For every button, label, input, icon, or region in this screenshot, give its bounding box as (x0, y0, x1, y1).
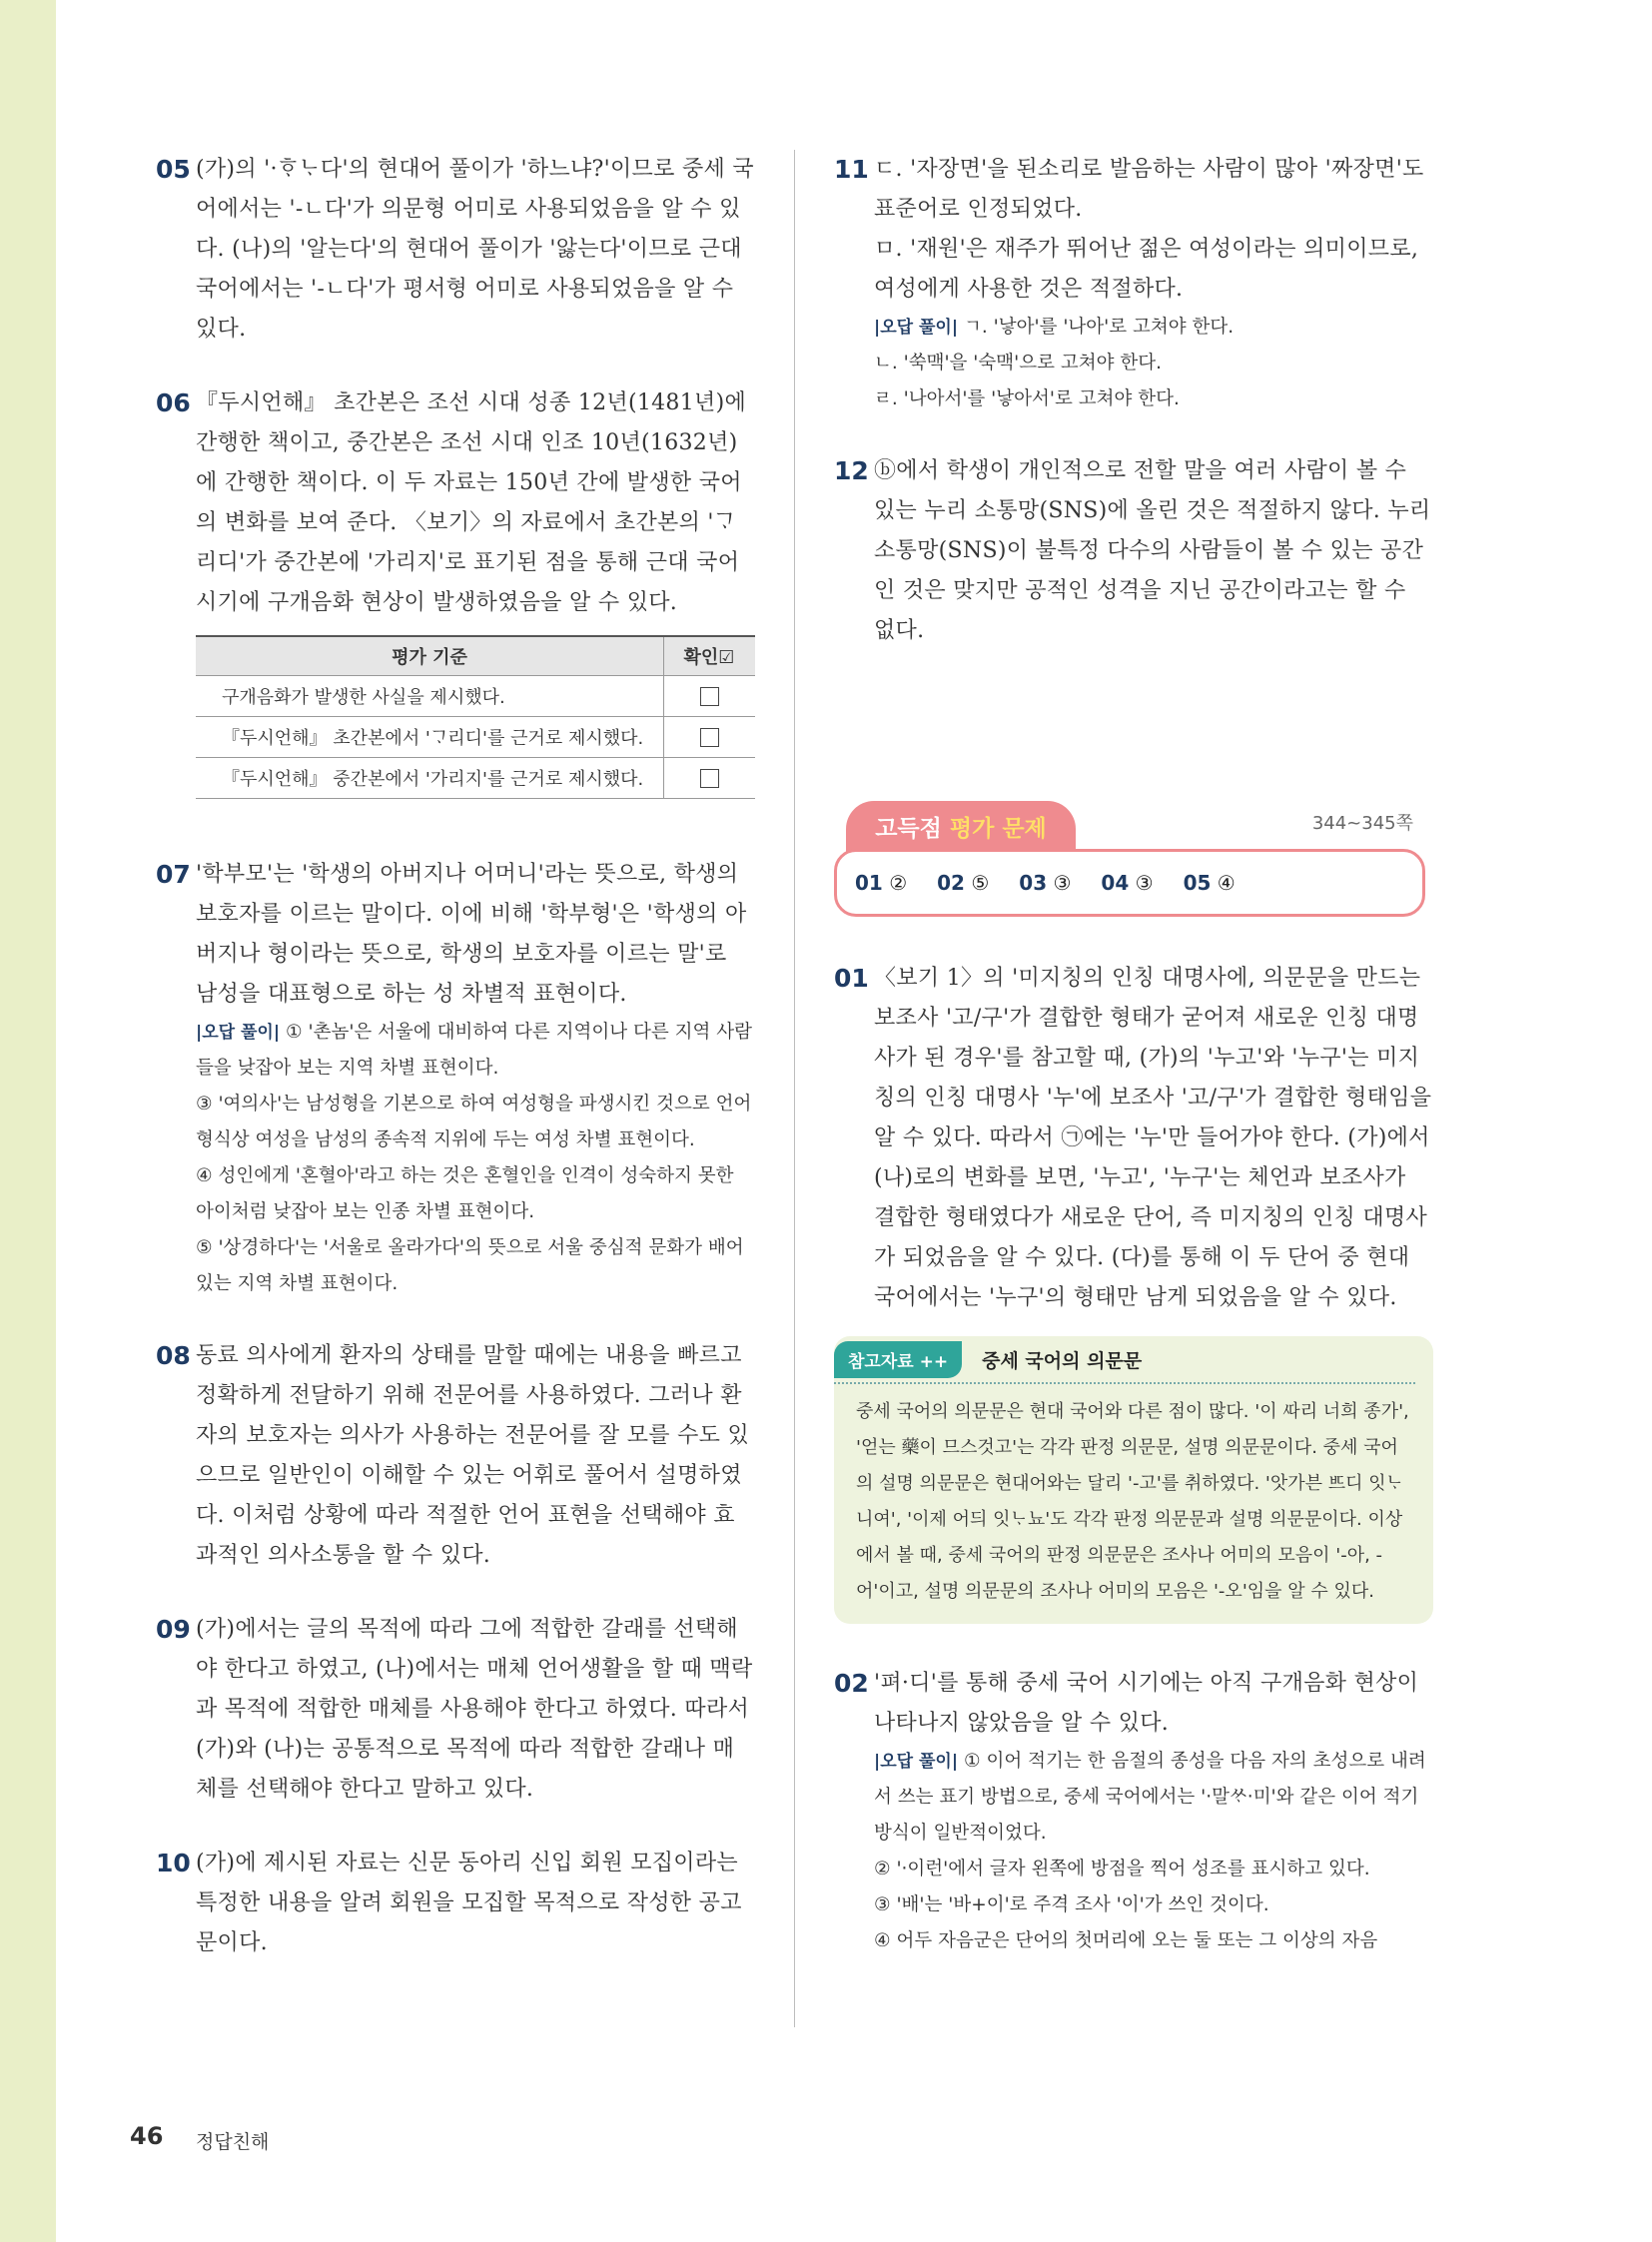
answer-12 (834, 451, 1433, 651)
header-criteria: 평가 기준 (196, 636, 664, 676)
table-row (196, 676, 755, 717)
answer-key-item: 04 ③ (1101, 871, 1154, 895)
answer-key-item: 02 ⑤ (937, 871, 990, 895)
wrong-answer-explanation (874, 310, 1433, 346)
table-header-row (196, 636, 755, 676)
wrong-answer-tag: |오답 풀이| (196, 1023, 281, 1043)
left-column (156, 150, 755, 1997)
sub-item: ㄱ. '낳아'를 '나아'로 고쳐야 한다. (964, 317, 1235, 338)
wrong-answer-tag: |오답 풀이| (874, 318, 959, 338)
answer-text: (가)에 제시된 자료는 신문 동아리 신입 회원 모집이라는 특정한 내용을 알려 회원을 모집할 목적으로 작성한 공고문이다. (196, 1851, 742, 1955)
column-divider (794, 150, 795, 2027)
question-number: 01 (834, 964, 869, 993)
answer-text: ㄷ. '자장면'을 된소리로 발음하는 사람이 많아 '짜장면'도 표준어로 인정되었다. (874, 157, 1424, 222)
reference-tag: 참고자료 ++ (834, 1341, 962, 1378)
answer-text: '학부모'는 '학생의 아버지나 어머니'라는 뜻으로, 학생의 보호자를 이르는 말이다. 이에 비해 '학부형'은 '학생의 아버지나 형이라는 뜻으로, 학생의 보호자를 이르는 말'로 남성을 대표형으로 하는 성 차별적 표현이다. (196, 862, 747, 1007)
wrong-answer-tag: |오답 풀이| (874, 1752, 959, 1772)
question-number: 08 (156, 1341, 191, 1370)
question-number: 07 (156, 860, 191, 889)
answer-key-box (834, 849, 1425, 917)
reference-title: 중세 국어의 의문문 (982, 1349, 1143, 1372)
reference-box (834, 1336, 1433, 1624)
answer-text: 동료 의사에게 환자의 상태를 말할 때에는 내용을 빠르고 정확하게 전달하기 위해 전문어를 사용하였다. 그러나 환자의 보호자는 의사가 사용하는 전문어를 잘 모를 수도 있으므로 일반인이 이해할 수 있는 어휘로 풀어서 설명하였다. 이처럼 상황에 따라 적절한 언어 표현을 선택해야 효과적인 의사소통을 할 수 있다. (196, 1343, 750, 1568)
criteria-cell: 구개음화가 발생한 사실을 제시했다. (196, 676, 664, 717)
footer-label: 정답친해 (196, 2131, 270, 2153)
sub-item: ㄹ. '나아서'를 '낳아서'로 고쳐야 한다. (874, 388, 1180, 409)
question-number: 05 (156, 155, 191, 184)
answer-key-item: 03 ③ (1019, 871, 1072, 895)
answer-11 (834, 150, 1433, 417)
answer-09 (156, 1610, 755, 1810)
table-row (196, 758, 755, 799)
sub-item: ① 이어 적기는 한 음절의 종성을 다음 자의 초성으로 내려서 쓰는 표기 방법으로, 중세 국어에서는 '·말ᄊᆞ·미'와 같은 이어 적기 방식이 일반적이었다. (874, 1751, 1426, 1844)
criteria-cell: 『두시언해』 초간본에서 'ᄀᆞ리디'를 근거로 제시했다. (196, 717, 664, 758)
check-cell[interactable] (664, 717, 756, 758)
sub-item: ③ '여의사'는 남성형을 기본으로 하여 여성형을 파생시킨 것으로 언어 형식상 여성을 남성의 종속적 지위에 두는 여성 차별 표현이다. (196, 1094, 752, 1150)
wrong-answer-explanation (196, 1015, 755, 1087)
answer-text: (가)에서는 글의 목적에 따라 그에 적합한 갈래를 선택해야 한다고 하였고, (나)에서는 매체 언어생활을 할 때 맥락과 목적에 적합한 매체를 사용해야 한다고 하였다. 따라서 (가)와 (나)는 공통적으로 목적에 따라 적합한 갈래나 매체를 선택해야 한다고 말하고 있다. (196, 1617, 753, 1802)
question-number: 11 (834, 155, 869, 184)
sub-item: ③ '배'는 '바+이'로 주격 조사 '이'가 쓰인 것이다. (874, 1894, 1269, 1915)
header-check: 확인☑ (664, 636, 756, 676)
check-cell[interactable] (664, 758, 756, 799)
answer-text: '펴·디'를 통해 중세 국어 시기에는 아직 구개음화 현상이 나타나지 않았음을 알 수 있다. (874, 1671, 1419, 1736)
high-score-answer-01 (834, 959, 1433, 1318)
answer-06 (156, 383, 755, 799)
check-cell[interactable] (664, 676, 756, 717)
checkbox[interactable] (700, 728, 719, 747)
question-number: 09 (156, 1615, 191, 1644)
sub-item: ㄴ. '쑥맥'을 '숙맥'으로 고쳐야 한다. (874, 353, 1162, 374)
answer-text: ⓑ에서 학생이 개인적으로 전할 말을 여러 사람이 볼 수 있는 누리 소통망(SNS)에 올린 것은 적절하지 않다. 누리 소통망(SNS)이 불특정 다수의 사람들이 볼 수 있는 공간인 것은 맞지만 공적인 성격을 지닌 공간이라고는 할 수 없다. (874, 458, 1431, 643)
answer-key-item: 05 ④ (1183, 871, 1236, 895)
sub-item: ④ 어두 자음군은 단어의 첫머리에 오는 둘 또는 그 이상의 자음 (874, 1930, 1378, 1951)
question-number: 12 (834, 456, 869, 485)
title-part-highlight: 평가 문제 (949, 816, 1047, 842)
sub-item: ② '·이런'에서 글자 왼쪽에 방점을 찍어 성조를 표시하고 있다. (874, 1859, 1370, 1879)
answer-text: 『두시언해』 초간본은 조선 시대 성종 12년(1481년)에 간행한 책이고, 중간본은 조선 시대 인조 10년(1632년)에 간행한 책이다. 이 두 자료는 150년 간에 발생한 국어의 변화를 보여 준다. 〈보기〉의 자료에서 초간본의 'ᄀᆞ리디'가 중간본에 '가리지'로 표기된 점을 통해 근대 국어 시기에 구개음화 현상이 발생하였음을 알 수 있다. (196, 390, 746, 615)
answer-text: (가)의 '·ᄒᆞᄂᆞ다'의 현대어 풀이가 '하느냐?'이므로 중세 국어에서는 '-ㄴ다'가 의문형 어미로 사용되었음을 알 수 있다. (나)의 '알는다'의 현대어 풀이가 '앓는다'이므로 근대 국어에서는 '-ㄴ다'가 평서형 어미로 사용되었음을 알 수 있다. (196, 157, 754, 342)
answer-text: ㅁ. '재원'은 재주가 뛰어난 젊은 여성이라는 의미이므로, 여성에게 사용한 것은 적절하다. (874, 237, 1419, 302)
page-number: 46 (130, 2122, 164, 2150)
high-score-section (834, 801, 1433, 951)
reference-body: 중세 국어의 의문문은 현대 국어와 다른 점이 많다. '이 ᄯᅡ리 너희 종가', '얻는 藥이 므스것고'는 각각 판정 의문문, 설명 의문문이다. 중세 국어의 설명 의문문은 현대어와는 달리 '-고'를 취하였다. '앗가븐 ᄠᅳ디 잇ᄂᆞ니여', '이제 어듸 잇ᄂᆞ뇨'도 각각 판정 의문문과 설명 의문문이다. 이상에서 볼 때, 중세 국어의 판정 의문문은 조사나 어미의 모음이 '-아, -어'이고, 설명 의문문의 조사나 어미의 모음은 '-오'임을 알 수 있다. (856, 1401, 1409, 1602)
question-number: 10 (156, 1849, 191, 1877)
criteria-cell: 『두시언해』 중간본에서 '가리지'를 근거로 제시했다. (196, 758, 664, 799)
answer-key-item: 01 ② (855, 871, 908, 895)
high-score-answer-02 (834, 1664, 1433, 1959)
answer-10 (156, 1844, 755, 1963)
question-number: 02 (834, 1669, 869, 1698)
left-margin-band (0, 0, 56, 2242)
sub-item: ④ 성인에게 '혼혈아'라고 하는 것은 혼혈인을 인격이 성숙하지 못한 아이처럼 낮잡아 보는 인종 차별 표현이다. (196, 1165, 734, 1222)
reference-header (834, 1336, 1415, 1384)
answer-05 (156, 150, 755, 350)
sub-item: ⑤ '상경하다'는 '서울로 올라가다'의 뜻으로 서울 중심적 문화가 배어 있는 지역 차별 표현이다. (196, 1237, 744, 1294)
question-number: 06 (156, 388, 191, 417)
checkbox[interactable] (700, 687, 719, 706)
wrong-answer-explanation (874, 1744, 1433, 1852)
answer-07 (156, 855, 755, 1302)
table-row (196, 717, 755, 758)
sub-item: ① '촌놈'은 서울에 대비하여 다른 지역이나 다른 지역 사람들을 낮잡아 보는 지역 차별 표현이다. (196, 1022, 752, 1079)
answer-08 (156, 1336, 755, 1576)
page-reference: 344~345쪽 (1311, 813, 1413, 834)
answer-text: 〈보기 1〉의 '미지칭의 인칭 대명사에, 의문문을 만드는 보조사 '고/구'가 결합한 형태가 굳어져 새로운 인칭 대명사가 된 경우'를 참고할 때, (가)의 '누고'와 '누구'는 미지칭의 인칭 대명사 '누'에 보조사 '고/구'가 결합한 형태임을 알 수 있다. 따라서 ㉠에는 '누'만 들어가야 한다. (가)에서 (나)로의 변화를 보면, '누고', '누구'는 체언과 보조사가 결합한 형태였다가 새로운 단어, 즉 미지칭의 인칭 대명사가 되었음을 알 수 있다. (다)를 통해 이 두 단어 중 현대 국어에서는 '누구'의 형태만 남게 되었음을 알 수 있다. (874, 966, 1432, 1310)
title-part: 고득점 (875, 816, 942, 842)
checkbox[interactable] (700, 769, 719, 788)
right-column (834, 150, 1433, 1993)
evaluation-table (196, 635, 755, 799)
